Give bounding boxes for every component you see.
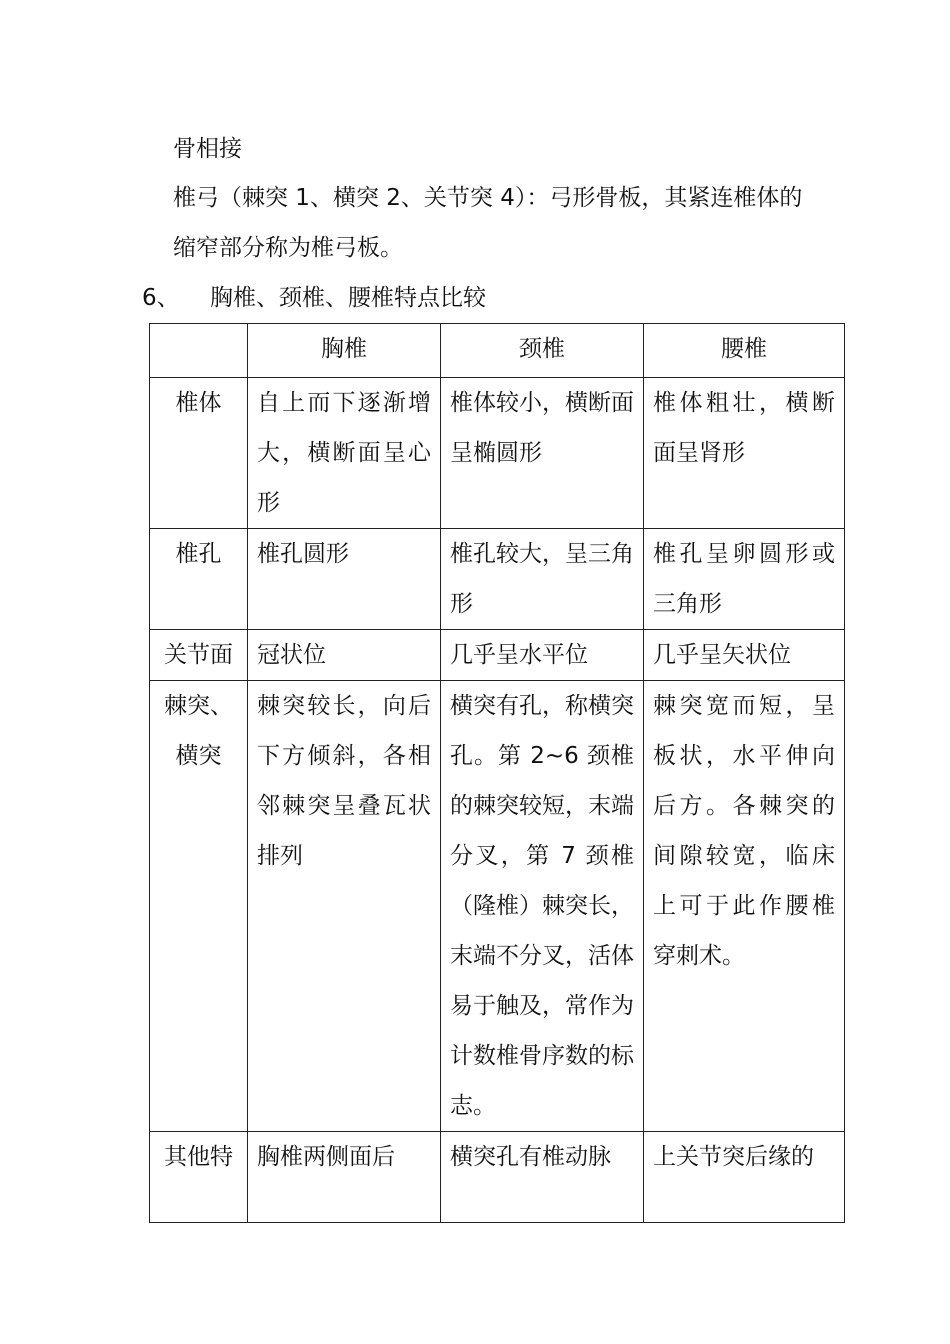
table-row bbox=[150, 681, 845, 1132]
vertebrae-comparison-table bbox=[149, 323, 845, 1223]
table-cell: 椎孔圆形 bbox=[248, 529, 441, 630]
row-label: 棘突、 横突 bbox=[150, 681, 248, 1132]
table-cell: 椎体较小，横断面呈椭圆形 bbox=[441, 378, 644, 529]
table-cell: 胸椎两侧面后 bbox=[248, 1132, 441, 1223]
table-row bbox=[150, 630, 845, 681]
table-cell: 棘突较长，向后下方倾斜，各相邻棘突呈叠瓦状排列 bbox=[248, 681, 441, 1132]
row-label: 其他特 bbox=[150, 1132, 248, 1223]
table-cell: 自上而下逐渐增大，横断面呈心形 bbox=[248, 378, 441, 529]
table-cell: 椎体粗壮，横断面呈肾形 bbox=[644, 378, 845, 529]
section-number: 6、 bbox=[142, 285, 180, 311]
table-cell: 横突有孔，称横突孔。第 2~6 颈椎的棘突较短，末端分叉，第 7 颈椎（隆椎）棘突长，末端不分叉，活体易于触及，常作为计数椎骨序数的标志。 bbox=[441, 681, 644, 1132]
header-lumbar: 腰椎 bbox=[644, 324, 845, 378]
table-cell: 棘突宽而短，呈板状，水平伸向后方。各棘突的间隙较宽，临床上可于此作腰椎穿刺术。 bbox=[644, 681, 845, 1132]
header-thoracic: 胸椎 bbox=[248, 324, 441, 378]
table-cell: 几乎呈矢状位 bbox=[644, 630, 845, 681]
table-header-row bbox=[150, 324, 845, 378]
table-row bbox=[150, 529, 845, 630]
table-cell: 椎孔呈卵圆形或三角形 bbox=[644, 529, 845, 630]
table-cell: 冠状位 bbox=[248, 630, 441, 681]
section-heading bbox=[142, 283, 486, 313]
table-cell: 椎孔较大，呈三角形 bbox=[441, 529, 644, 630]
row-label: 椎孔 bbox=[150, 529, 248, 630]
header-cervical: 颈椎 bbox=[441, 324, 644, 378]
table-cell: 几乎呈水平位 bbox=[441, 630, 644, 681]
section-title: 胸椎、颈椎、腰椎特点比较 bbox=[210, 285, 486, 311]
table-cell: 上关节突后缘的 bbox=[644, 1132, 845, 1223]
table-cell: 横突孔有椎动脉 bbox=[441, 1132, 644, 1223]
paragraph-line-1: 骨相接 bbox=[173, 136, 242, 162]
paragraph-line-2: 椎弓（棘突 1、横突 2、关节突 4）：弓形骨板，其紧连椎体的 bbox=[173, 185, 803, 211]
paragraph-line-3: 缩窄部分称为椎弓板。 bbox=[173, 235, 403, 261]
row-label: 关节面 bbox=[150, 630, 248, 681]
row-label: 椎体 bbox=[150, 378, 248, 529]
table-row bbox=[150, 378, 845, 529]
table-row bbox=[150, 1132, 845, 1223]
header-corner-cell bbox=[150, 324, 248, 378]
